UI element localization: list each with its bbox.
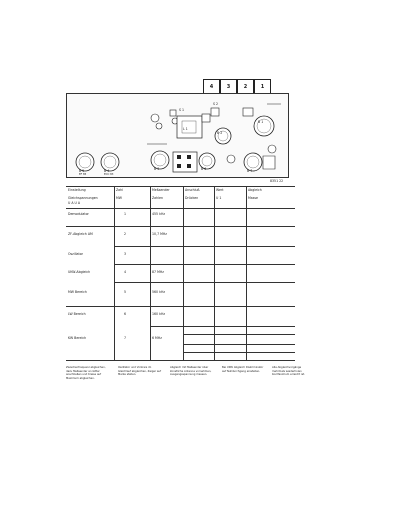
- chassis-drawing: [67, 94, 288, 177]
- table-cell: U 1: [216, 196, 222, 200]
- part-number-box: 3: [220, 79, 237, 95]
- table-cell: 10,7 MHz: [152, 232, 167, 236]
- alignment-table: [66, 186, 295, 360]
- note-4: Bei UKW Abgleich Diskriminator auf Nulldurchgang einstellen.: [222, 366, 264, 373]
- table-cell: 6: [124, 312, 127, 316]
- table-cell: Demodulator: [68, 212, 89, 216]
- coil: [202, 114, 210, 122]
- tube-type-b4: ECC 83: [104, 173, 114, 176]
- table-cell: Oszillator: [68, 252, 83, 256]
- tube-label-b1: B 1: [258, 120, 264, 124]
- capacitor: [268, 145, 276, 153]
- note-1: Zwischenfrequenz abgleichen, dazu Meßsender an Gitter anschließen und Kreise auf Maximum abgleichen.: [66, 366, 106, 380]
- table-cell: 455 kHz: [152, 212, 166, 216]
- coil-label: L 1: [183, 127, 188, 131]
- table-cell: 4: [124, 270, 127, 274]
- part-number-box: 4: [203, 79, 220, 95]
- note-3: Abgleich mit Meßsender über künstliche Antenne vornehmen, Ausgangsspannung messen.: [170, 366, 212, 377]
- table-cell: Masse: [248, 196, 258, 200]
- table-header: Abgleich: [248, 188, 262, 192]
- note-2: Oszillator und Vorkreis im Gleichlauf abgleichen, Zeiger auf Marke stellen.: [118, 366, 162, 377]
- table-cell: MW: [116, 196, 122, 200]
- tube-label-b3: B 3: [154, 167, 160, 171]
- table-header: Einstellung: [68, 188, 86, 192]
- table-cell: Drücken: [185, 196, 199, 200]
- table-header: Anschluß: [185, 188, 200, 192]
- table-header: Zahl: [116, 188, 124, 192]
- table-cell: Gleichspannungen: [68, 196, 98, 200]
- table-cell: 7: [124, 336, 127, 340]
- switch-label: S 2: [213, 102, 219, 106]
- table-cell: 3: [124, 252, 127, 256]
- switch-label: S 1: [179, 108, 185, 112]
- table-cell: 2: [124, 232, 127, 236]
- table-cell: 160 kHz: [152, 312, 166, 316]
- coil: [170, 110, 176, 116]
- table-cell: U A U A: [68, 201, 81, 205]
- note-5: Alle Abgleichvorgänge mehrmals wiederholen bis Maximum erreicht ist.: [272, 366, 305, 377]
- figure-reference: 8351 22: [270, 179, 284, 183]
- coil: [211, 108, 219, 116]
- table-cell: LW Bereich: [68, 312, 86, 316]
- tube-label-b5: B 5: [79, 169, 85, 173]
- if-transformer: [177, 116, 202, 138]
- trimmer: [156, 123, 162, 129]
- capacitor: [227, 155, 235, 163]
- table-cell: ZF-Abgleich AM: [68, 232, 93, 236]
- table-header: Meßsender: [152, 188, 170, 192]
- table-cell: KW Bereich: [68, 336, 87, 340]
- table-cell: 5: [124, 290, 127, 294]
- table-cell: 6 MHz: [152, 336, 162, 340]
- table-cell: UKW-Abgleich: [68, 270, 91, 274]
- table-header: Wert: [216, 188, 224, 192]
- tube-label-b2: B 2: [217, 131, 223, 135]
- transformer: [173, 152, 197, 172]
- tube-label-b6: B 6: [201, 167, 207, 171]
- chassis-layout-diagram: [66, 93, 289, 178]
- coil: [243, 108, 253, 116]
- tube-type-b5: EF 85: [79, 173, 87, 176]
- part-number-box: 1: [254, 79, 271, 95]
- table-cell: 87 MHz: [152, 270, 164, 274]
- table-cell: Zahlen: [152, 196, 164, 200]
- table-cell: 560 kHz: [152, 290, 166, 294]
- part-number-box: 2: [237, 79, 254, 95]
- tube-label-b7: B 7: [247, 169, 253, 173]
- table-cell: MW Bereich: [68, 290, 87, 294]
- table-cell: 1: [124, 212, 127, 216]
- trimmer: [151, 114, 159, 122]
- tube-label-b4: B 4: [104, 169, 110, 173]
- tube-b1: [254, 116, 274, 136]
